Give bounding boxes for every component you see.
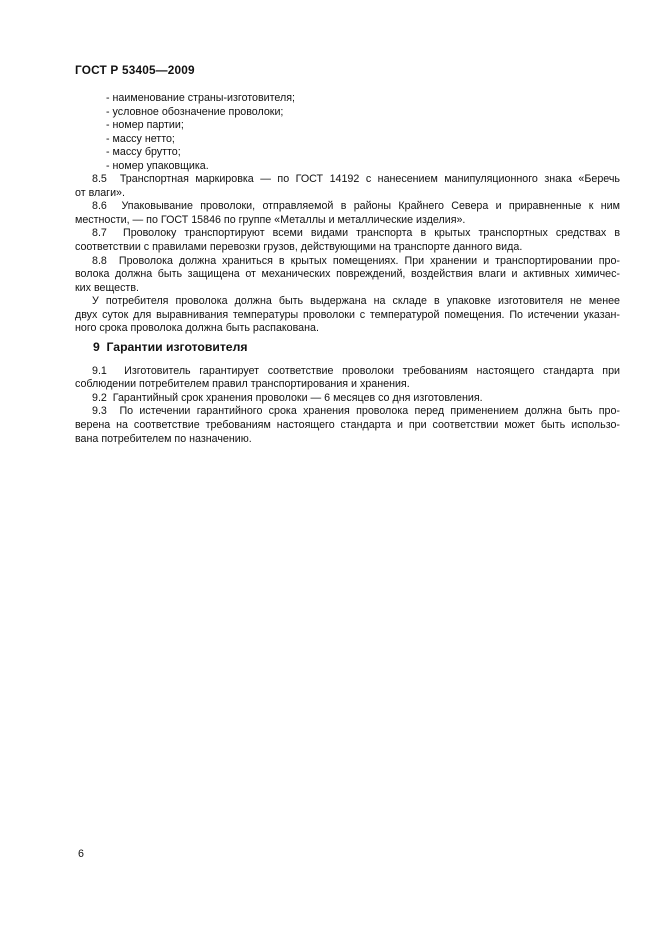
list-item: - номер упаковщика.	[106, 159, 209, 172]
package-marking-list	[75, 92, 620, 173]
text-line: верена на соответствие требованиям настоящего стандарта и при соответствии может быть использо-	[75, 419, 620, 432]
paragraph-9-2	[75, 392, 620, 406]
text-line: 8.8 Проволока должна храниться в крытых помещениях. При хранении и транспортировании про-	[92, 254, 620, 267]
list-item: - условное обозначение проволоки;	[106, 105, 284, 118]
text-line: 8.6 Упаковывание проволоки, отправляемой в районы Крайнего Севера и приравненные к ним	[92, 200, 620, 213]
paragraph-8-5	[75, 173, 620, 200]
text-line: 9.3 По истечении гарантийного срока хранения проволока перед применением должна быть про-	[92, 405, 620, 418]
list-item: - номер партии;	[106, 119, 184, 132]
list-item: - массу брутто;	[106, 146, 181, 159]
paragraph-8-7	[75, 227, 620, 254]
text-line: ного срока проволока должна быть распакована.	[75, 322, 319, 335]
text-line: соблюдении потребителем правил транспортирования и хранения.	[75, 378, 410, 391]
text-line: ких веществ.	[75, 281, 139, 294]
text-line: 8.5 Транспортная маркировка — по ГОСТ 14192 с нанесением манипуляционного знака «Беречь	[92, 173, 620, 186]
text-line: 9.1 Изготовитель гарантирует соответствие проволоки требованиям настоящего стандарта при	[92, 364, 620, 377]
page-number: 6	[78, 848, 84, 860]
paragraph-9-3	[75, 405, 620, 446]
text-line: от влаги».	[75, 186, 125, 199]
text-line: двух суток для выравнивания температуры проволоки с температурой помещения. По истечении указан-	[75, 308, 620, 321]
text-line: У потребителя проволока должна быть выдержана на складе в упаковке изготовителя не менее	[92, 295, 620, 308]
paragraph-9-1	[75, 365, 620, 392]
text-line: соответствии с правилами перевозки грузов, действующими на транспорте данного вида.	[75, 241, 523, 254]
text-line: 8.7 Проволоку транспортируют всеми видами транспорта в крытых транспортных средствах в	[92, 227, 620, 240]
paragraph-8-8	[75, 255, 620, 296]
section-9-heading: 9 Гарантии изготовителя	[93, 339, 248, 354]
paragraph-storage-note	[75, 295, 620, 336]
text-line: вана потребителем по назначению.	[75, 432, 252, 445]
list-item: - наименование страны-изготовителя;	[106, 92, 296, 104]
document-body	[75, 92, 620, 446]
text-line: местности, — по ГОСТ 15846 по группе «Металлы и металлические изделия».	[75, 213, 466, 226]
list-item: - массу нетто;	[106, 132, 175, 145]
text-line: волока должна быть защищена от механических повреждений, воздействия влаги и активных химичес-	[75, 268, 620, 281]
paragraph-8-6	[75, 200, 620, 227]
text-line: 9.2 Гарантийный срок хранения проволоки — 6 месяцев со дня изготовления.	[92, 391, 483, 404]
document-header: ГОСТ Р 53405—2009	[75, 63, 195, 77]
